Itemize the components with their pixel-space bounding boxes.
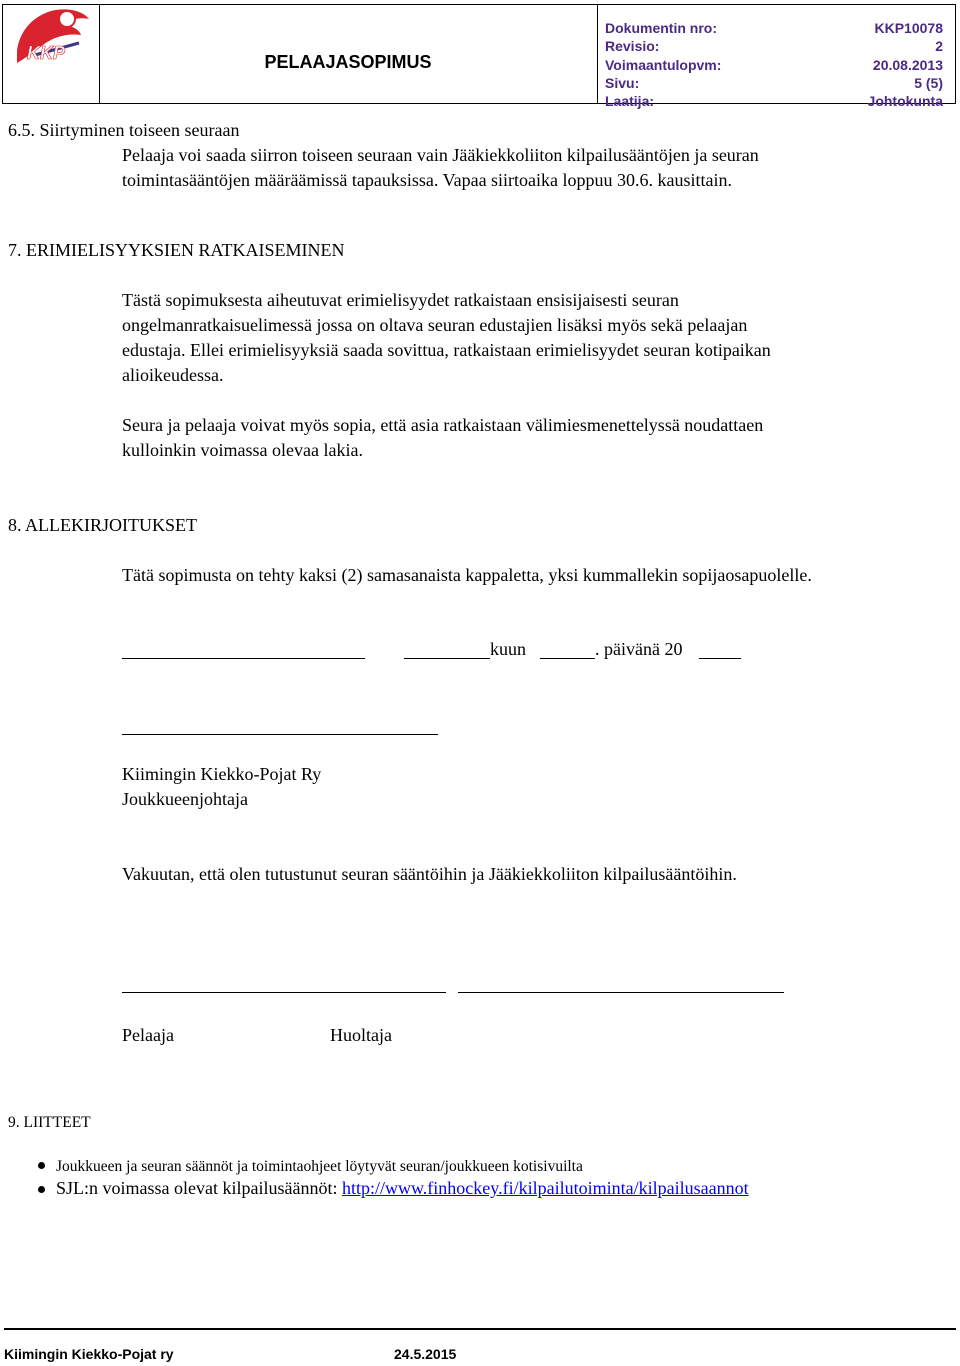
date-label-kuun: kuun <box>490 639 526 659</box>
club-signature-line <box>122 734 438 735</box>
date-label-paivana: . päivänä 20 <box>595 639 683 659</box>
document-meta <box>605 19 951 110</box>
footer-org: Kiimingin Kiekko-Pojat ry <box>4 1346 174 1362</box>
attachment-item-text: SJL:n voimassa olevat kilpailusäännöt: <box>56 1178 342 1198</box>
section-heading: 6.5. Siirtyminen toiseen seuraan <box>8 120 240 140</box>
paragraph-line: Tästä sopimuksesta aiheutuvat erimielisyydet ratkaistaan ensisijaisesti seuran <box>122 290 679 310</box>
date-month-line <box>540 658 595 659</box>
guardian-signature-line <box>458 992 784 993</box>
assurance-text: Vakuutan, että olen tutustunut seuran sääntöihin ja Jääkiekkoliiton kilpailusääntöihin. <box>122 864 737 884</box>
footer-divider <box>4 1328 956 1330</box>
svg-text:KKP: KKP <box>27 43 66 63</box>
meta-value: Johtokunta <box>867 93 943 110</box>
paragraph-line: ongelmanratkaisuelimessä jossa on oltava seuran edustajien lisäksi myös sekä pelaajan <box>122 315 748 335</box>
attachment-item <box>56 1176 749 1201</box>
player-signature-line <box>122 992 446 993</box>
meta-label: Laatija: <box>605 93 655 110</box>
meta-row <box>605 56 951 74</box>
meta-label: Sivu: <box>605 74 640 91</box>
bullet-icon <box>38 1186 45 1193</box>
meta-label: Dokumentin nro: <box>605 20 717 36</box>
guardian-signature-label: Huoltaja <box>330 1025 392 1045</box>
paragraph-line: toimintasääntöjen määräämissä tapauksissa. Vapaa siirtoaika loppuu 30.6. kausittain. <box>122 170 733 190</box>
meta-row <box>605 37 951 55</box>
player-signature-label: Pelaaja <box>122 1025 174 1045</box>
meta-row <box>605 19 951 37</box>
date-day-line <box>404 658 490 659</box>
paragraph-line: alioikeudessa. <box>122 365 224 385</box>
section-heading: 9. LIITTEET <box>8 1114 91 1131</box>
meta-value: 5 (5) <box>914 74 943 91</box>
club-role: Joukkueenjohtaja <box>122 789 248 809</box>
footer-date: 24.5.2015 <box>394 1346 457 1362</box>
club-logo <box>9 5 95 71</box>
paragraph-line: Pelaaja voi saada siirron toiseen seuraan vain Jääkiekkoliiton kilpailusääntöjen ja seuran <box>122 145 759 165</box>
section-heading: 7. ERIMIELISYYKSIEN RATKAISEMINEN <box>8 240 345 260</box>
meta-label: Voimaantulopvm: <box>605 56 722 73</box>
meta-value: KKP10078 <box>874 20 943 36</box>
header-divider <box>597 5 598 103</box>
paragraph-line: edustaja. Ellei erimielisyyksiä saada sovittua, ratkaistaan erimielisyydet seuran kotipaikan <box>122 340 771 360</box>
document-header <box>2 4 956 110</box>
paragraph-line: Seura ja pelaaja voivat myös sopia, että asia ratkaistaan välimiesmenettelyssä noudattaen <box>122 415 764 435</box>
section-heading: 8. ALLEKIRJOITUKSET <box>8 515 197 535</box>
meta-row <box>605 74 951 92</box>
club-name: Kiimingin Kiekko-Pojat Ry <box>122 764 322 784</box>
signature-place-line <box>122 658 365 659</box>
meta-row <box>605 92 951 110</box>
paragraph-line: kulloinkin voimassa olevaa lakia. <box>122 440 363 460</box>
paragraph-line: Tätä sopimusta on tehty kaksi (2) samasanaista kappaletta, yksi kummallekin sopijaosapuolelle. <box>122 565 812 585</box>
document-title: PELAAJASOPIMUS <box>264 52 432 72</box>
rules-link[interactable]: http://www.finhockey.fi/kilpailutoiminta/kilpailusaannot <box>341 1178 749 1198</box>
meta-label: Revisio: <box>605 38 660 55</box>
bullet-icon <box>38 1162 45 1169</box>
meta-value: 20.08.2013 <box>872 56 943 73</box>
date-year-line <box>699 658 741 659</box>
meta-value: 2 <box>935 38 943 55</box>
attachment-item: Joukkueen ja seuran säännöt ja toimintaohjeet löytyvät seuran/joukkueen kotisivuilta <box>56 1158 583 1175</box>
